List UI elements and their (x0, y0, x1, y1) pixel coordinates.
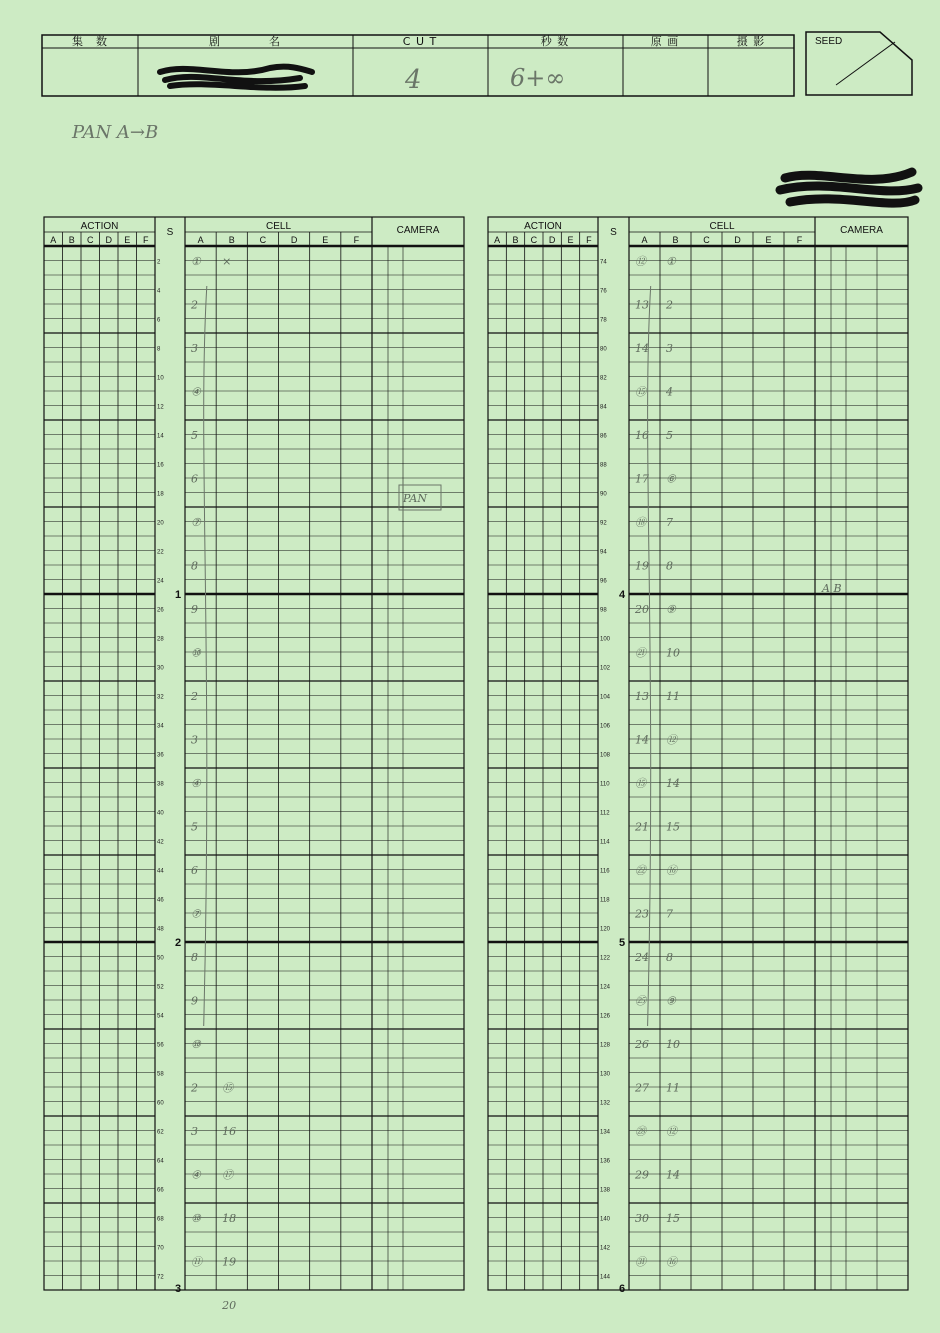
right-cell-b-entry: 15 (666, 1211, 680, 1225)
right-row-number: 104 (600, 694, 611, 701)
right-cell-a-entry: 17 (635, 472, 649, 486)
right-cell-b-entry: 10 (666, 646, 680, 660)
left-cell-a-entry: 2 (191, 1081, 198, 1095)
left-cell-b-entry: 19 (222, 1255, 237, 1269)
right-action-header: ACTION (524, 221, 562, 232)
left-cell-a-entry: ④ (191, 1168, 201, 1182)
right-row-number: 100 (600, 636, 611, 643)
right-row-number: 128 (600, 1042, 611, 1049)
right-row-number: 108 (600, 752, 611, 759)
right-cell-b-entry: 7 (666, 515, 673, 529)
right-row-number: 90 (600, 491, 607, 498)
right-cell-b-entry: 14 (666, 1168, 680, 1182)
left-row-number: 28 (157, 636, 164, 643)
header-label-photography: 摄 影 (736, 35, 766, 48)
right-section-number: 4 (619, 589, 626, 601)
left-cell-sub-d: D (290, 235, 298, 245)
left-row-number: 72 (157, 1274, 164, 1281)
left-cell-a-entry: ⑩ (191, 646, 201, 660)
right-cell-b-entry: 14 (666, 776, 680, 790)
left-cell-a-entry: ① (191, 254, 201, 268)
right-cell-sub-e: E (765, 235, 772, 245)
left-row-number: 62 (157, 1129, 164, 1136)
left-cell-header: CELL (265, 221, 292, 232)
right-cell-a-entry: 13 (635, 689, 649, 703)
right-cell-a-entry: 14 (635, 733, 649, 747)
right-action-sub-e: E (567, 235, 574, 245)
left-row-number: 12 (157, 404, 164, 411)
right-cell-a-entry: 19 (635, 559, 649, 573)
right-row-number: 116 (600, 868, 610, 875)
right-action-sub-d: D (548, 235, 556, 245)
left-cell-b-entry: 16 (222, 1124, 237, 1138)
right-action-sub-b: B (512, 235, 519, 245)
right-row-number: 110 (600, 781, 610, 788)
right-cell-a-entry: 13 (635, 298, 649, 312)
header-label-cut: C U T (402, 35, 438, 48)
left-cell-sub-b: B (228, 235, 235, 245)
right-cell-a-entry: ⑮ (635, 776, 646, 790)
left-row-number: 44 (157, 868, 164, 875)
left-row-number: 4 (157, 288, 161, 295)
left-action-sub-a: A (50, 235, 57, 245)
right-cell-a-entry: ㉒ (635, 863, 646, 877)
left-camera-pan-label: PAN (403, 492, 427, 505)
left-row-number: 38 (157, 781, 164, 788)
right-cell-b-entry: 11 (666, 689, 680, 703)
right-row-number: 132 (600, 1100, 611, 1107)
left-row-number: 64 (157, 1158, 164, 1165)
left-action-sub-e: E (124, 235, 131, 245)
right-cell-a-entry: 27 (635, 1081, 649, 1095)
right-cell-header: CELL (709, 221, 735, 232)
left-cell-b-entry: × (222, 254, 232, 268)
header-cut-value: 4 (405, 65, 422, 95)
left-cell-b-entry: 18 (222, 1211, 237, 1225)
seed-label: SEED (815, 36, 843, 47)
left-row-number: 16 (157, 462, 164, 469)
right-cell-b-entry: ⑯ (666, 863, 677, 877)
right-cell-a-entry: 21 (635, 820, 649, 834)
left-cell-a-entry: ⑪ (191, 1255, 202, 1269)
right-cell-b-entry: 10 (666, 1037, 680, 1051)
left-cell-a-entry: 6 (191, 863, 198, 877)
right-row-number: 118 (600, 897, 610, 904)
left-row-number: 42 (157, 839, 164, 846)
left-cell-a-entry: ⑩ (191, 1211, 201, 1225)
right-row-number: 134 (600, 1129, 611, 1136)
left-row-number: 2 (157, 259, 161, 266)
header-label-episode: 集 数 (72, 35, 108, 48)
left-row-number: 22 (157, 549, 164, 556)
right-row-number: 92 (600, 520, 607, 527)
left-action-sub-f: F (143, 235, 149, 245)
right-row-number: 94 (600, 549, 607, 556)
left-cell-a-entry: 8 (191, 950, 198, 964)
left-panel (44, 217, 464, 1312)
right-cell-b-entry: 2 (666, 298, 673, 312)
right-action-sub-c: C (530, 235, 538, 245)
right-cell-b-entry: ⑫ (666, 1124, 677, 1138)
right-row-number: 82 (600, 375, 607, 382)
seed-box (806, 32, 912, 95)
left-row-number: 68 (157, 1216, 164, 1223)
pan-note: PAN A→B (72, 122, 159, 143)
left-section-number: 3 (175, 1283, 182, 1295)
right-section-number: 6 (619, 1283, 626, 1295)
right-row-number: 78 (600, 317, 607, 324)
right-row-number: 138 (600, 1187, 611, 1194)
right-row-number: 114 (600, 839, 610, 846)
left-s-header: S (166, 227, 174, 238)
left-row-number: 18 (157, 491, 164, 498)
left-cell-a-entry: ⑦ (191, 515, 201, 529)
left-row-number: 54 (157, 1013, 164, 1020)
right-row-number: 96 (600, 578, 607, 585)
right-cell-a-entry: 23 (635, 907, 649, 921)
right-row-number: 126 (600, 1013, 611, 1020)
header-label-title: 剧 名 (209, 35, 281, 48)
left-action-sub-c: C (87, 235, 94, 245)
right-cell-b-entry: 15 (666, 820, 680, 834)
redacted-title-scribble (160, 67, 312, 88)
left-hold-line (204, 286, 207, 1026)
left-cell-a-entry: ⑩ (191, 1037, 201, 1051)
left-action-sub-b: B (68, 235, 75, 245)
left-cell-a-entry: 2 (191, 689, 198, 703)
right-cell-b-entry: ① (666, 254, 676, 268)
right-row-number: 140 (600, 1216, 611, 1223)
right-cell-sub-a: A (641, 235, 648, 245)
right-cell-a-entry: ㉛ (635, 1255, 646, 1269)
right-cell-a-entry: 29 (635, 1168, 649, 1182)
left-cell-a-entry: 3 (191, 341, 198, 355)
right-row-number: 142 (600, 1245, 611, 1252)
right-cell-a-entry: ㉑ (635, 646, 646, 660)
left-cell-sub-c: C (259, 235, 267, 245)
right-cell-a-entry: ㉕ (635, 994, 646, 1008)
left-cell-a-entry: ⑦ (191, 907, 201, 921)
left-row-number: 40 (157, 810, 164, 817)
left-row-number: 52 (157, 984, 164, 991)
left-row-number: 56 (157, 1042, 164, 1049)
right-cell-a-entry: ⑫ (635, 254, 646, 268)
left-cell-a-entry: 5 (191, 428, 198, 442)
right-cell-a-entry: 26 (635, 1037, 649, 1051)
right-camera-ab-label: A B (822, 582, 842, 595)
left-row-number: 10 (157, 375, 164, 382)
left-section-number: 2 (175, 937, 182, 949)
left-row-number: 32 (157, 694, 164, 701)
left-action-sub-d: D (105, 235, 112, 245)
right-cell-a-entry: ⑮ (635, 385, 646, 399)
right-cell-b-entry: 11 (666, 1081, 680, 1095)
right-cell-sub-f: F (796, 235, 803, 245)
left-row-number: 70 (157, 1245, 164, 1252)
left-cell-b-entry: ⑮ (222, 1081, 234, 1095)
left-row-number: 26 (157, 607, 164, 614)
right-cell-b-entry: 3 (666, 341, 673, 355)
right-row-number: 122 (600, 955, 611, 962)
right-row-number: 98 (600, 607, 607, 614)
right-row-number: 74 (600, 259, 607, 266)
left-action-header: ACTION (80, 221, 119, 232)
right-cell-sub-d: D (734, 235, 741, 245)
left-cell-a-entry: 6 (191, 472, 198, 486)
left-cell-a-entry: 3 (191, 1124, 198, 1138)
left-row-number: 50 (157, 955, 164, 962)
right-row-number: 106 (600, 723, 611, 730)
redacted-corner-scribble (780, 172, 918, 203)
right-cell-a-entry: ㉘ (635, 1124, 646, 1138)
left-cell-a-entry: 9 (191, 994, 198, 1008)
left-cell-a-entry: 8 (191, 559, 198, 573)
right-action-sub-a: A (494, 235, 501, 245)
left-row-number: 8 (157, 346, 161, 353)
right-row-number: 84 (600, 404, 607, 411)
left-cell-a-entry: 2 (191, 298, 198, 312)
right-row-number: 130 (600, 1071, 611, 1078)
right-cell-a-entry: 20 (635, 602, 649, 616)
right-row-number: 136 (600, 1158, 611, 1165)
right-row-number: 86 (600, 433, 607, 440)
right-cell-a-entry: 16 (635, 428, 649, 442)
right-cell-b-entry: ⑯ (666, 1255, 677, 1269)
header-label-key-animation: 原 画 (650, 35, 680, 48)
right-cell-b-entry: ⑫ (666, 733, 677, 747)
left-section-number: 1 (175, 589, 182, 601)
left-cell-a-entry: 3 (191, 733, 198, 747)
left-camera-header: CAMERA (396, 225, 440, 236)
header-box (42, 34, 794, 96)
right-row-number: 124 (600, 984, 611, 991)
right-action-sub-f: F (586, 235, 592, 245)
right-cell-a-entry: 30 (635, 1211, 649, 1225)
right-cell-a-entry: 24 (635, 950, 649, 964)
right-cell-b-entry: 8 (666, 559, 673, 573)
left-row-number: 34 (157, 723, 164, 730)
right-cell-a-entry: 14 (635, 341, 649, 355)
right-row-number: 88 (600, 462, 607, 469)
right-cell-b-entry: 8 (666, 950, 673, 964)
left-row-number: 24 (157, 578, 164, 585)
left-row-number: 46 (157, 897, 164, 904)
right-row-number: 144 (600, 1274, 611, 1281)
right-row-number: 112 (600, 810, 610, 817)
left-cell-b-entry: 20 (222, 1298, 237, 1312)
left-row-number: 58 (157, 1071, 164, 1078)
right-cell-b-entry: ⑨ (666, 994, 676, 1008)
left-cell-sub-f: F (353, 235, 360, 245)
header-label-seconds: 秒 数 (540, 35, 570, 48)
left-row-number: 6 (157, 317, 161, 324)
header-seconds-value: 6+∞ (510, 64, 566, 92)
right-panel (488, 217, 908, 1295)
right-cell-b-entry: 7 (666, 907, 673, 921)
right-s-header: S (610, 227, 617, 238)
left-cell-a-entry: 9 (191, 602, 198, 616)
right-section-number: 5 (619, 937, 626, 949)
right-row-number: 102 (600, 665, 611, 672)
left-cell-sub-e: E (322, 235, 329, 245)
right-row-number: 120 (600, 926, 611, 933)
right-cell-b-entry: ⑥ (666, 472, 676, 486)
left-cell-a-entry: 5 (191, 820, 198, 834)
left-row-number: 20 (157, 520, 164, 527)
left-cell-a-entry: ④ (191, 385, 201, 399)
left-row-number: 60 (157, 1100, 164, 1107)
left-row-number: 14 (157, 433, 164, 440)
left-row-number: 48 (157, 926, 164, 933)
right-cell-b-entry: 5 (666, 428, 673, 442)
right-row-number: 76 (600, 288, 607, 295)
left-row-number: 36 (157, 752, 164, 759)
right-cell-b-entry: ⑨ (666, 602, 676, 616)
right-cell-a-entry: ⑱ (635, 515, 646, 529)
left-cell-b-entry: ⑰ (222, 1168, 234, 1182)
right-row-number: 80 (600, 346, 607, 353)
left-row-number: 66 (157, 1187, 164, 1194)
right-camera-header: CAMERA (840, 225, 883, 236)
right-cell-sub-b: B (672, 235, 679, 245)
exposure-panels (44, 217, 908, 1312)
left-cell-sub-a: A (197, 235, 204, 245)
left-row-number: 30 (157, 665, 164, 672)
right-cell-sub-c: C (703, 235, 710, 245)
left-cell-a-entry: ④ (191, 776, 201, 790)
right-cell-b-entry: 4 (666, 385, 673, 399)
